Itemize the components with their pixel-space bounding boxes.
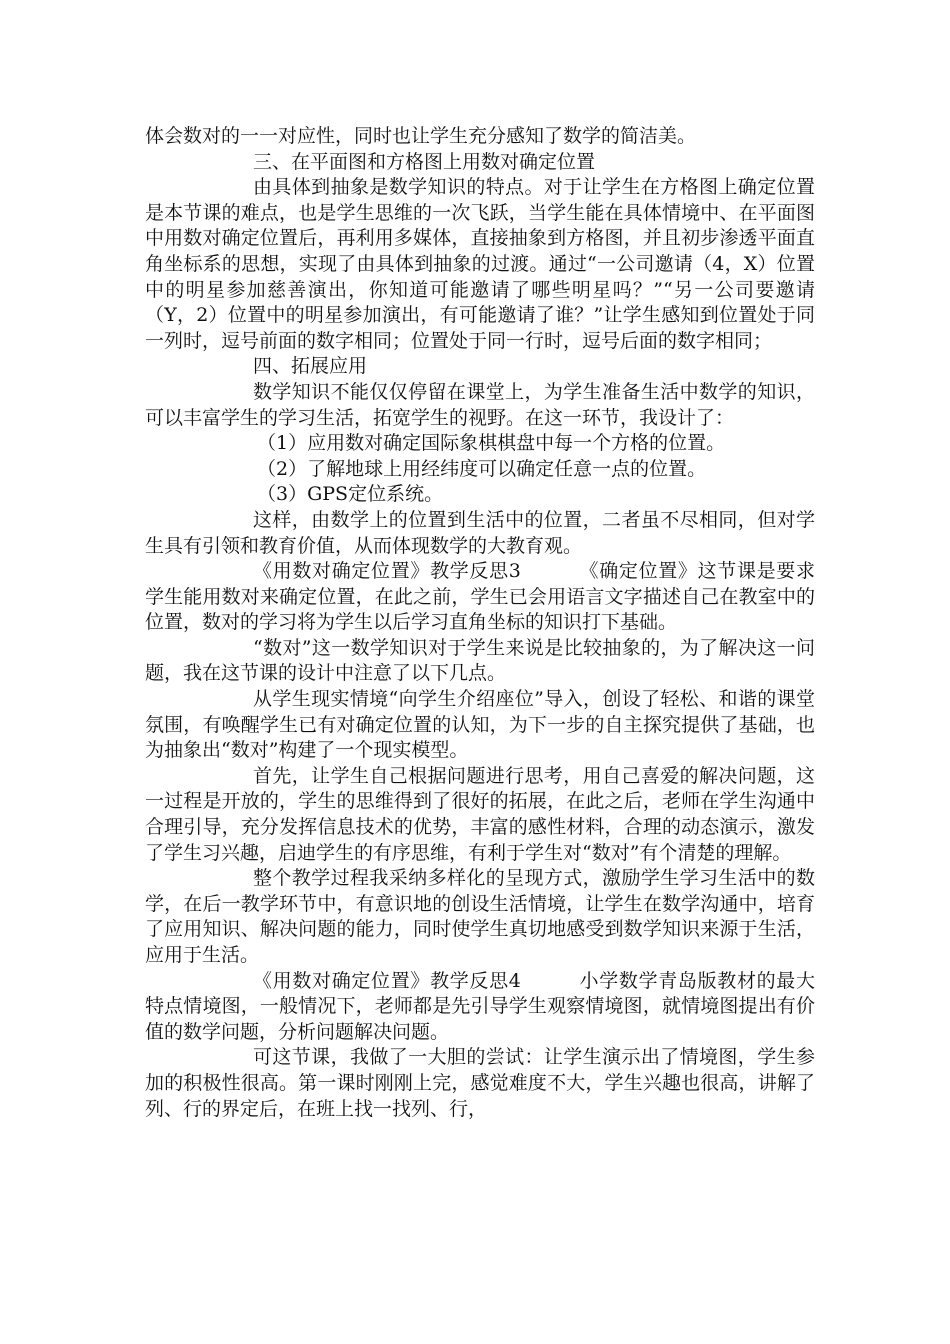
section-heading-4: 四、拓展应用: [253, 355, 368, 378]
paragraph-9: 整个教学过程我采纳多样化的呈现方式，激励学生学习生活中的数学，在后一教学环节中，有意识地的创设生活情境，让学生在数学沟通中，培育了应用知识、解决问题的能力，同时使学生真切地感受到数学知识来源于生活，应用于生活。: [145, 867, 815, 966]
paragraph-5-body: 《确定位置》这节课是要求学生能用数对来确定位置，在此之前，学生已会用语言文字描述自己在教室中的位置，数对的学习将为学生以后学习直角坐标的知识打下基础。: [145, 560, 815, 634]
paragraph-5: [145, 559, 815, 636]
paragraph-10-body: 小学数学青岛版教材的最大特点情境图，一般情况下，老师都是先引导学生观察情境图，就情境图提出有价值的数学问题，分析问题解决问题。: [145, 969, 815, 1043]
paragraph-6: “数对”这一数学知识对于学生来说是比较抽象的，为了解决这一问题，我在这节课的设计中注意了以下几点。: [145, 636, 815, 685]
paragraph-4: 这样，由数学上的位置到生活中的位置，二者虽不尽相同，但对学生具有引领和教育价值，从而体现数学的大教育观。: [145, 508, 815, 557]
paragraph-8: 首先，让学生自己根据问题进行思考，用自己喜爱的解决问题，这一过程是开放的，学生的思维得到了很好的拓展，在此之后，老师在学生沟通中合理引导，充分发挥信息技术的优势，丰富的感性材料，合理的动态演示，激发了学生习兴趣，启迪学生的有序思维，有利于学生对“数对”有个清楚的理解。: [145, 764, 815, 864]
paragraph-2: 由具体到抽象是数学知识的特点。对于让学生在方格图上确定位置是本节课的难点，也是学生思维的一次飞跃，当学生能在具体情境中、在平面图中用数对确定位置后，再利用多媒体，直接抽象到方格图，并且初步渗透平面直角坐标系的思想，实现了由具体到抽象的过渡。通过“一公司邀请（4，X）位置中的明星参加慈善演出，你知道可能邀请了哪些明星吗？”“另一公司要邀请（Y，2）位置中的明星参加演出，有可能邀请了谁？”让学生感知到位置处于同一列时，逗号前面的数字相同；位置处于同一行时，逗号后面的数字相同；: [145, 176, 815, 352]
paragraph-7: 从学生现实情境“向学生介绍座位”导入，创设了轻松、和谐的课堂氛围，有唤醒学生已有对确定位置的认知，为下一步的自主探究提供了基础，也为抽象出“数对”构建了一个现实模型。: [145, 688, 815, 762]
paragraph-11: 可这节课，我做了一大胆的尝试：让学生演示出了情境图，学生参加的积极性很高。第一课时刚刚上完，感觉难度不大，学生兴趣也很高，讲解了列、行的界定后，在班上找一找列、行，: [145, 1046, 815, 1120]
paragraph-1: 体会数对的一一对应性，同时也让学生充分感知了数学的简洁美。: [145, 125, 697, 147]
reflection-title-4: 《用数对确定位置》教学反思4: [253, 969, 521, 992]
document-page: [145, 124, 815, 1122]
list-item-3: （3）GPS定位系统。: [257, 483, 444, 506]
list-item-2: （2）了解地球上用经纬度可以确定任意一点的位置。: [257, 457, 707, 480]
list-item-1: （1）应用数对确定国际象棋棋盘中每一个方格的位置。: [257, 432, 726, 455]
section-heading-3: 三、在平面图和方格图上用数对确定位置: [253, 150, 596, 173]
reflection-title-3: 《用数对确定位置》教学反思3: [253, 560, 521, 583]
paragraph-3: 数学知识不能仅仅停留在课堂上，为学生准备生活中数学的知识，可以丰富学生的学习生活，拓宽学生的视野。在这一环节，我设计了：: [145, 380, 815, 429]
paragraph-10: [145, 969, 815, 1046]
